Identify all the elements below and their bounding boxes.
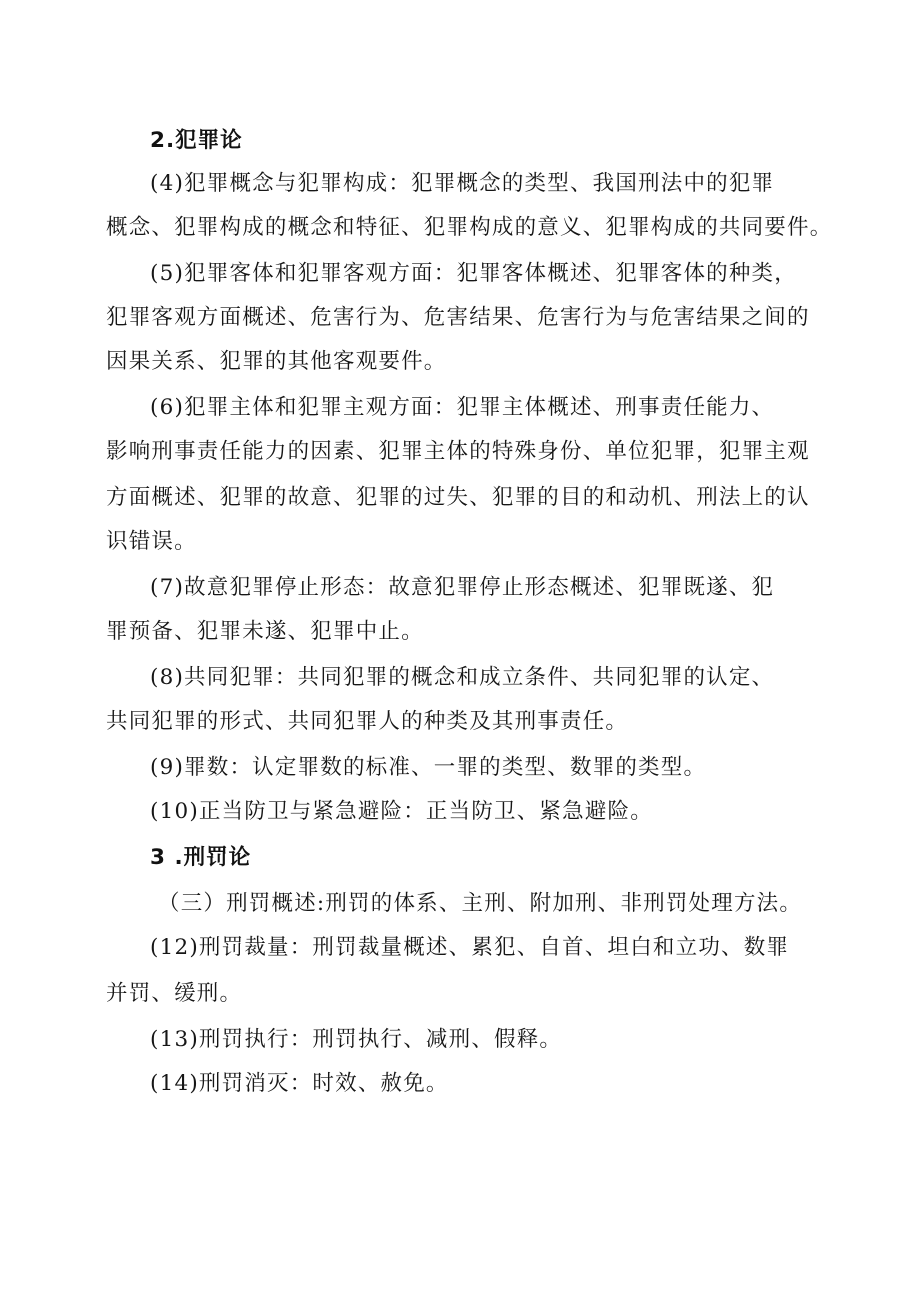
paragraph-line: 罪预备、犯罪未遂、犯罪中止。 [106,619,424,644]
paragraph-line: 方面概述、犯罪的故意、犯罪的过失、犯罪的目的和动机、刑法上的认 [106,485,810,510]
paragraph-line: （三）刑罚概述:刑罚的体系、主刑、附加刑、非刑罚处理方法。 [158,891,803,916]
paragraph-line: (8)共同犯罪：共同犯罪的概念和成立条件、共同犯罪的认定、 [150,665,775,690]
paragraph-line: (12)刑罚裁量：刑罚裁量概述、累犯、自首、坦白和立功、数罪 [150,935,790,960]
paragraph-line: (5)犯罪客体和犯罪客观方面：犯罪客体概述、犯罪客体的种类， [150,261,797,286]
paragraph-line: 共同犯罪的形式、共同犯罪人的种类及其刑事责任。 [106,709,629,734]
paragraph-line: (7)故意犯罪停止形态：故意犯罪停止形态概述、犯罪既遂、犯 [150,575,775,600]
paragraph-line: (9)罪数：认定罪数的标准、一罪的类型、数罪的类型。 [150,755,707,780]
section-heading-punishment-theory: 3 .刑罚论 [150,845,252,870]
paragraph-line: 因果关系、犯罪的其他客观要件。 [106,349,447,374]
paragraph-line: 识错误。 [106,529,197,554]
paragraph-line: 并罚、缓刑。 [106,981,243,1006]
section-heading-crime-theory: 2.犯罪论 [150,128,243,153]
paragraph-line: (4)犯罪概念与犯罪构成：犯罪概念的类型、我国刑法中的犯罪 [150,171,775,196]
paragraph-line: 概念、犯罪构成的概念和特征、犯罪构成的意义、犯罪构成的共同要件。 [106,215,833,240]
paragraph-line: (6)犯罪主体和犯罪主观方面：犯罪主体概述、刑事责任能力、 [150,395,775,420]
paragraph-line: (13)刑罚执行：刑罚执行、减刑、假释。 [150,1027,563,1052]
paragraph-line: (10)正当防卫与紧急避险：正当防卫、紧急避险。 [150,799,653,824]
paragraph-line: (14)刑罚消灭：时效、赦免。 [150,1071,449,1096]
paragraph-line: 影响刑事责任能力的因素、犯罪主体的特殊身份、单位犯罪，犯罪主观 [106,439,810,464]
paragraph-line: 犯罪客观方面概述、危害行为、危害结果、危害行为与危害结果之间的 [106,305,810,330]
